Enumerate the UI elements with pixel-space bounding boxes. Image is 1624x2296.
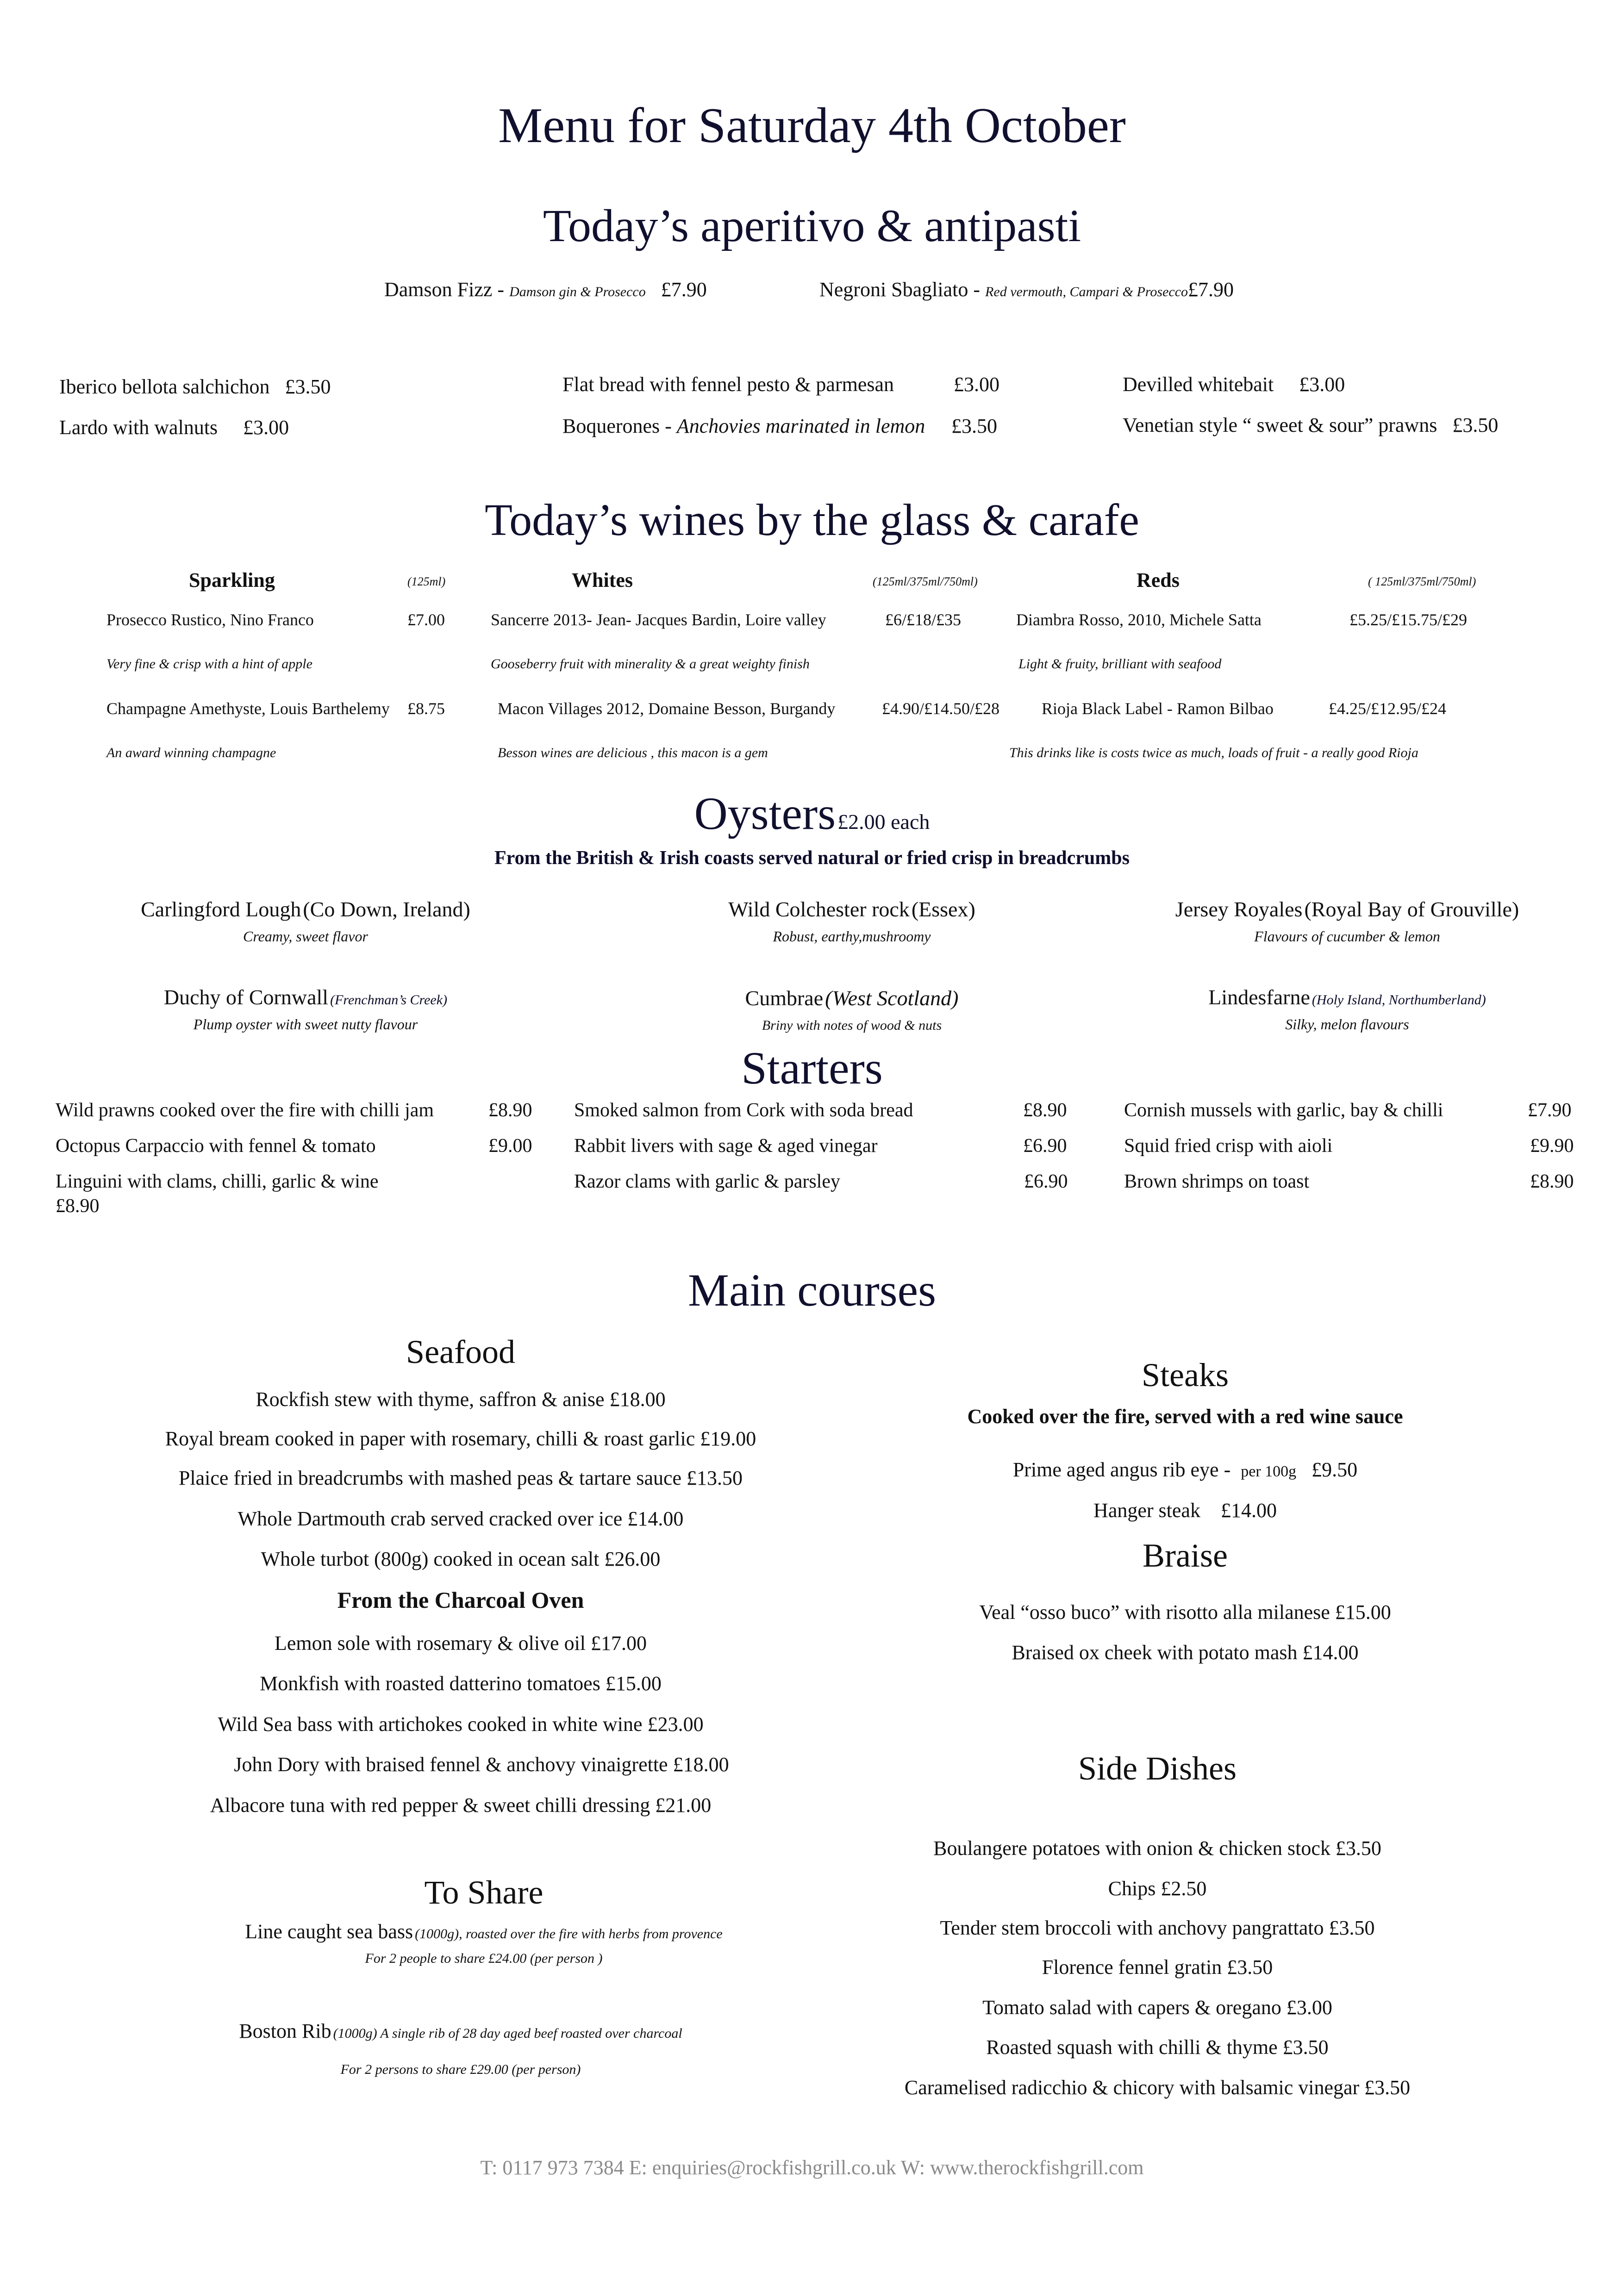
- starter-name: Cornish mussels with garlic, bay & chilli: [1124, 1100, 1443, 1121]
- starter-name: Wild prawns cooked over the fire with chilli jam: [56, 1100, 434, 1121]
- oyster-item: [1134, 897, 1560, 945]
- steak-name: Hanger steak: [1093, 1499, 1200, 1522]
- oyster-origin: (Co Down, Ireland): [303, 897, 470, 921]
- item-separator: -: [660, 415, 677, 437]
- item-name: Flat bread with fennel pesto & parmesan: [562, 373, 894, 396]
- item-name: Lardo with walnuts: [59, 416, 218, 439]
- share-item-name: Line caught sea bass: [245, 1920, 413, 1943]
- braise-heading: Braise: [1143, 1537, 1228, 1574]
- oyster-note: Plump oyster with sweet nutty flavour: [193, 1016, 418, 1033]
- oyster-origin: (Frenchman’s Creek): [330, 992, 448, 1008]
- oyster-name: Carlingford Lough: [141, 897, 301, 921]
- wine-name: Rioja Black Label - Ramon Bilbao: [1042, 699, 1274, 718]
- oyster-name: Duchy of Cornwall: [163, 985, 329, 1009]
- side-dishes-heading: Side Dishes: [1078, 1750, 1237, 1787]
- mains-heading: Main courses: [688, 1264, 936, 1316]
- charcoal-item: Albacore tuna with red pepper & sweet chilli dressing £21.00: [210, 1794, 712, 1817]
- charcoal-item: Wild Sea bass with artichokes cooked in white wine £23.00: [218, 1713, 704, 1736]
- wine-note: Besson wines are delicious , this macon is a gem: [498, 745, 768, 760]
- starter-price: £6.90: [1023, 1135, 1067, 1157]
- share-item-desc: (1000g) A single rib of 28 day aged beef roasted over charcoal: [333, 2026, 682, 2041]
- wine-name: Diambra Rosso, 2010, Michele Satta: [1016, 610, 1262, 629]
- starter-price: £8.90: [488, 1100, 532, 1121]
- item-price: £3.50: [1452, 414, 1499, 436]
- drink-description: Damson gin & Prosecco: [509, 284, 646, 299]
- seafood-heading: Seafood: [406, 1333, 515, 1370]
- side-item: Caramelised radicchio & chicory with balsamic vinegar £3.50: [904, 2076, 1411, 2099]
- oyster-item: [93, 985, 518, 1033]
- oyster-note: Briny with notes of wood & nuts: [762, 1018, 942, 1033]
- wine-price: £7.00: [407, 610, 445, 629]
- antipasti-item: [1123, 373, 1345, 396]
- steak-unit: per 100g: [1241, 1463, 1297, 1480]
- item-name: Iberico bellota salchichon: [59, 375, 270, 398]
- starter-price: £9.00: [488, 1135, 532, 1157]
- antipasti-item: [1123, 413, 1498, 437]
- side-item: Roasted squash with chilli & thyme £3.50: [986, 2036, 1329, 2059]
- wines-heading: Today’s wines by the glass & carafe: [485, 495, 1139, 545]
- item-name: Boquerones: [562, 415, 660, 437]
- oysters-header: [0, 787, 1624, 840]
- share-item-price: For 2 people to share £24.00 (per person ): [365, 1951, 603, 1966]
- oyster-origin: (West Scotland): [825, 986, 959, 1010]
- braise-item: Veal “osso buco” with risotto alla milanese £15.00: [979, 1601, 1391, 1624]
- starter-name: Razor clams with garlic & parsley: [574, 1171, 840, 1192]
- starter-price: £8.90: [1530, 1171, 1574, 1192]
- charcoal-item: John Dory with braised fennel & anchovy vinaigrette £18.00: [234, 1753, 729, 1776]
- item-price: £3.00: [1299, 373, 1345, 396]
- oysters-price: £2.00 each: [837, 810, 930, 834]
- oyster-item: [1134, 985, 1560, 1033]
- wine-column-whites: Whites: [572, 569, 633, 591]
- drink-separator: -: [968, 278, 986, 301]
- antipasti-item: [562, 414, 925, 438]
- starter-name: Smoked salmon from Cork with soda bread: [574, 1100, 913, 1121]
- antipasti-price: £3.50: [951, 415, 997, 437]
- oyster-name: Wild Colchester rock: [728, 897, 910, 921]
- steak-price: £9.50: [1312, 1458, 1358, 1481]
- drink-price: £7.90: [661, 278, 707, 301]
- oyster-item: [639, 986, 1065, 1033]
- footer-contact: T: 0117 973 7384 E: enquiries@rockfishgrill.co.uk W: www.therockfishgrill.com: [480, 2156, 1144, 2179]
- drink-name: Negroni Sbagliato: [819, 278, 968, 301]
- starter-name: Octopus Carpaccio with fennel & tomato: [56, 1135, 376, 1157]
- oyster-note: Flavours of cucumber & lemon: [1254, 928, 1440, 945]
- seafood-item: Whole turbot (800g) cooked in ocean salt £26.00: [261, 1548, 661, 1570]
- oyster-origin: (Holy Island, Northumberland): [1312, 992, 1486, 1008]
- starter-price: £6.90: [1024, 1171, 1068, 1192]
- to-share-heading: To Share: [424, 1874, 543, 1911]
- antipasti-item: [59, 375, 331, 398]
- steak-item: [861, 1458, 1509, 1481]
- drink-price: £7.90: [1188, 278, 1234, 301]
- wine-price: £6/£18/£35: [885, 610, 962, 629]
- oyster-name: Cumbrae: [745, 986, 824, 1010]
- charcoal-item: Lemon sole with rosemary & olive oil £17.00: [274, 1632, 647, 1655]
- drink-separator: -: [492, 278, 510, 301]
- wine-note: Gooseberry fruit with minerality & a great weighty finish: [491, 656, 810, 672]
- wine-name: Prosecco Rustico, Nino Franco: [106, 610, 314, 629]
- side-item: Tomato salad with capers & oregano £3.00: [982, 1996, 1332, 2019]
- starter-price: £7.90: [1528, 1100, 1572, 1121]
- oyster-item: [93, 897, 518, 945]
- seafood-item: Royal bream cooked in paper with rosemary, chilli & roast garlic £19.00: [165, 1427, 756, 1450]
- wine-volume: (125ml): [407, 575, 446, 588]
- side-item: Boulangere potatoes with onion & chicken stock £3.50: [933, 1837, 1381, 1860]
- charcoal-item: Monkfish with roasted datterino tomatoes £15.00: [260, 1672, 662, 1695]
- steaks-heading: Steaks: [1142, 1356, 1229, 1394]
- wine-volume: (125ml/375ml/750ml): [873, 575, 978, 588]
- starter-price: £8.90: [1023, 1100, 1067, 1121]
- wine-name: Sancerre 2013- Jean- Jacques Bardin, Loire valley: [491, 610, 826, 629]
- charcoal-oven-heading: From the Charcoal Oven: [337, 1587, 584, 1613]
- oyster-note: Creamy, sweet flavor: [243, 928, 368, 945]
- wine-note: Very fine & crisp with a hint of apple: [106, 656, 312, 672]
- wine-volume: ( 125ml/375ml/750ml): [1368, 575, 1476, 588]
- seafood-item: Plaice fried in breadcrumbs with mashed peas & tartare sauce £13.50: [178, 1467, 743, 1489]
- wine-note: An award winning champagne: [106, 745, 276, 760]
- oyster-note: Silky, melon flavours: [1285, 1016, 1409, 1033]
- share-item: [67, 2019, 854, 2043]
- oyster-name: Lindesfarne: [1208, 985, 1310, 1009]
- wine-price: £8.75: [407, 699, 445, 718]
- aperitivo-heading: Today’s aperitivo & antipasti: [543, 200, 1081, 251]
- starter-price: £9.90: [1530, 1135, 1574, 1157]
- antipasti-item: [562, 373, 894, 396]
- side-item: Florence fennel gratin £3.50: [1042, 1956, 1273, 1979]
- oysters-heading: Oysters: [694, 788, 836, 839]
- starters-heading: Starters: [741, 1042, 883, 1094]
- steak-price: £14.00: [1220, 1499, 1277, 1522]
- item-name: Venetian style “ sweet & sour” prawns: [1123, 414, 1437, 436]
- oyster-origin: (Royal Bay of Grouville): [1304, 897, 1519, 921]
- seafood-item: Whole Dartmouth crab served cracked over ice £14.00: [237, 1507, 684, 1530]
- wine-price: £4.25/£12.95/£24: [1329, 699, 1447, 718]
- item-description: Anchovies marinated in lemon: [676, 415, 925, 437]
- wine-note: This drinks like is costs twice as much, loads of fruit - a really good Rioja: [1009, 745, 1418, 760]
- share-item: [90, 1920, 877, 1943]
- steaks-subtitle: Cooked over the fire, served with a red wine sauce: [967, 1405, 1403, 1428]
- wine-note: Light & fruity, brilliant with seafood: [1018, 656, 1222, 672]
- oyster-note: Robust, earthy,mushroomy: [773, 928, 931, 945]
- aperitivo-drink: [384, 278, 707, 301]
- oysters-subtitle: From the British & Irish coasts served natural or fried crisp in breadcrumbs: [494, 847, 1130, 869]
- braise-item: Braised ox cheek with potato mash £14.00: [1012, 1641, 1359, 1664]
- antipasti-item: [59, 416, 289, 439]
- oyster-name: Jersey Royales: [1175, 897, 1303, 921]
- starter-name: Squid fried crisp with aioli: [1124, 1135, 1333, 1157]
- steak-item: [861, 1499, 1509, 1522]
- side-item: Chips £2.50: [1108, 1877, 1207, 1900]
- wine-name: Champagne Amethyste, Louis Barthelemy: [106, 699, 390, 718]
- wine-column-sparkling: Sparkling: [189, 569, 275, 591]
- antipasti-price: £3.00: [954, 373, 999, 396]
- side-item: Tender stem broccoli with anchovy pangrattato £3.50: [940, 1916, 1375, 1939]
- item-price: £3.50: [285, 375, 331, 398]
- drink-name: Damson Fizz: [384, 278, 493, 301]
- oyster-item: [639, 897, 1065, 945]
- item-name: Devilled whitebait: [1123, 373, 1274, 396]
- starter-name: Brown shrimps on toast: [1124, 1171, 1310, 1192]
- wine-name: Macon Villages 2012, Domaine Besson, Burgandy: [498, 699, 836, 718]
- item-price: £3.00: [243, 416, 289, 439]
- share-item-desc: (1000g), roasted over the fire with herbs from provence: [415, 1926, 723, 1941]
- wine-column-reds: Reds: [1137, 569, 1180, 591]
- wine-price: £4.90/£14.50/£28: [882, 699, 1000, 718]
- share-item-price: For 2 persons to share £29.00 (per person): [340, 2062, 581, 2077]
- starter-name: Linguini with clams, chilli, garlic & wine: [56, 1171, 379, 1192]
- starter-price: £8.90: [56, 1195, 100, 1217]
- oyster-origin: (Essex): [911, 897, 975, 921]
- aperitivo-drink: [819, 278, 1234, 301]
- wine-price: £5.25/£15.75/£29: [1349, 610, 1468, 629]
- drink-description: Red vermouth, Campari & Prosecco: [985, 284, 1188, 299]
- starter-name: Rabbit livers with sage & aged vinegar: [574, 1135, 878, 1157]
- page-title: Menu for Saturday 4th October: [498, 98, 1126, 153]
- share-item-name: Boston Rib: [239, 2020, 331, 2042]
- seafood-item: Rockfish stew with thyme, saffron & anise £18.00: [256, 1388, 666, 1411]
- steak-name: Prime aged angus rib eye -: [1012, 1458, 1231, 1481]
